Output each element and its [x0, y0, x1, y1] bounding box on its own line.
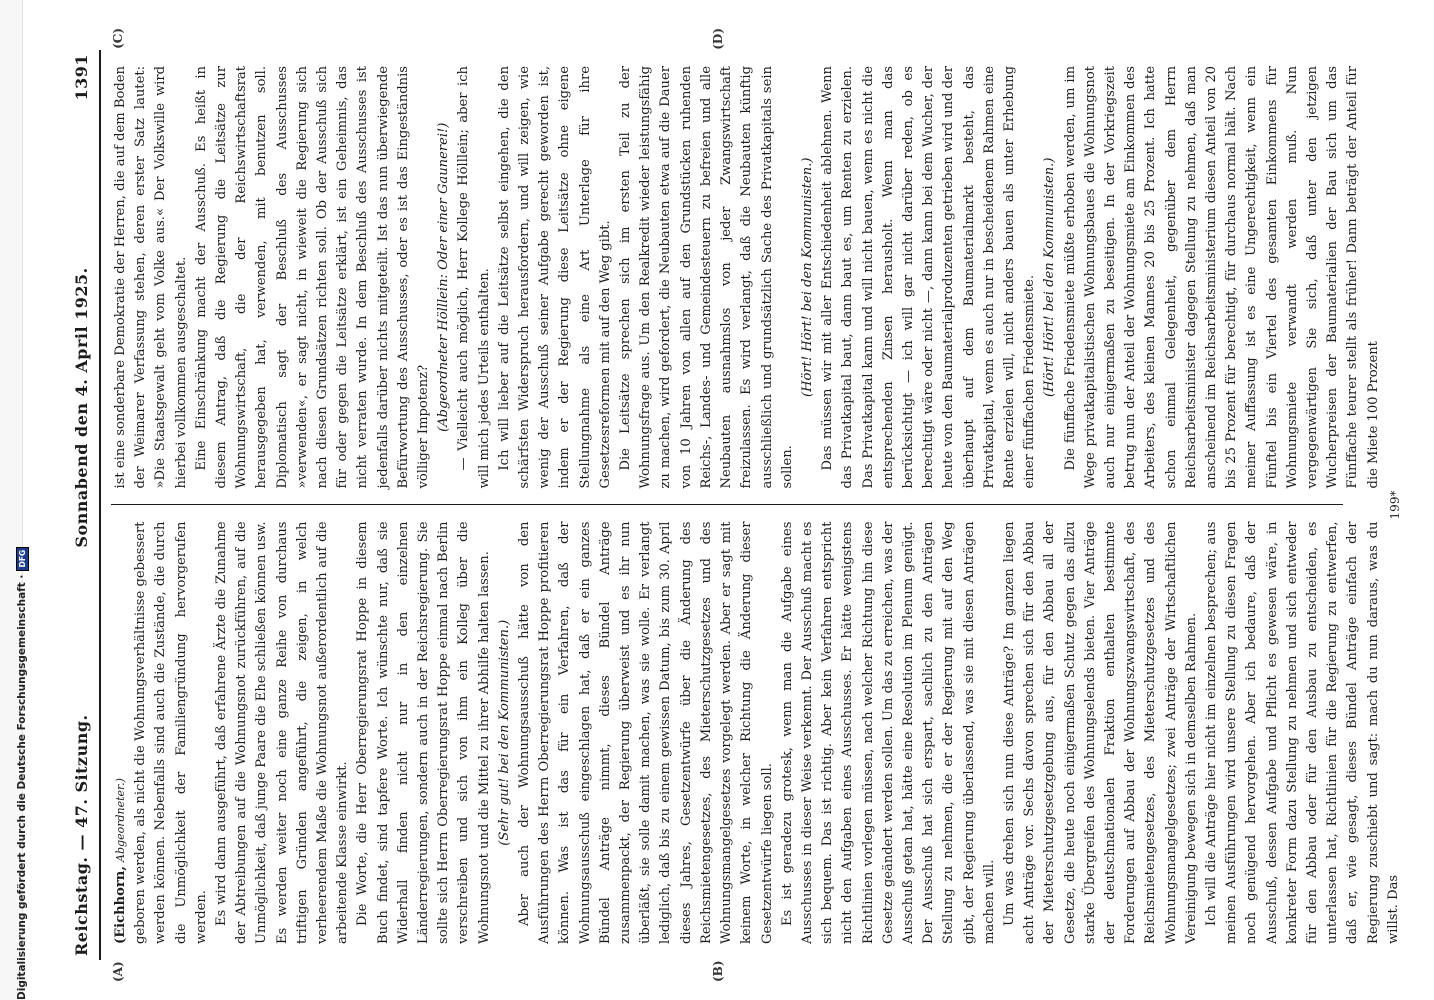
column-divider	[111, 505, 1343, 506]
margin-letter-d: (D)	[711, 28, 725, 50]
sidebar-strip	[0, 0, 28, 1000]
page-number: 1391	[72, 54, 91, 101]
rotated-page	[50, 20, 1410, 990]
running-head	[72, 50, 101, 960]
paragraph: Die fünffache Friedensmiete müßte erhoben werden, um im Wege privatkapitalistischen Wohnungsbaues die Wohnungsnot auch nur einigermaßen zu beseitigen. In der Vorkriegszeit betrug nun der Anteil der Wohnungsmiete am Einkommen des Arbeiters, des kleinen Mannes 20 bis 25 Prozent. Ich hatte schon einmal Gelegenheit, gegenüber dem Herrn Reichsarbeitsminister dagegen Stellung zu nehmen, daß man anscheinend im Reichsarbeitsministerium diesen Anteil von 20 bis 25 Prozent für berechtigt, für durchaus normal hält. Nach meiner Auffassung ist es eine Ungerechtigkeit, wenn ein Fünftel bis ein Viertel des gesamten Einkommens für Wohnungsmiete verwandt werden muß. Nun vergegenwärtigen Sie sich, daß unter den jetzigen Wucherpreisen der Baumaterialien der Bau sich um das Fünffache teurer stellt als früher! Dann beträgt der Anteil für die Miete 100 Prozent	[1062, 66, 1381, 489]
paragraph: — Vielleicht auch möglich, Herr Kollege Hölllein; aber ich will mich jedes Urteils enthalten.	[456, 66, 492, 489]
paragraph: Eine Einschränkung macht der Ausschuß. Es heißt in diesem Antrag, daß die Regierung die Leitsätze zur Wohnungswirtschaft, die der Reichswirtschaftsrat herausgegeben hat, verwenden, mit benutzen soll. Diplomatisch sagt der Beschluß des Ausschusses »verwenden«, er sagt nicht, in wieweit die Regierung sich nach diesen Grundsätzen richten soll. Ob der Ausschuß sich für oder gegen die Leitsätze erklärt, ist ein Geheimnis, das nicht verraten wurde. In dem Beschluß des Ausschusses ist jedenfalls darüber nichts mitgeteilt. Ist das nun überwiegende Befürwortung des Ausschusses, oder es ist das Eingeständnis völliger Impotenz?	[193, 66, 432, 489]
folio-signature: 199*	[1388, 490, 1402, 520]
session-date: Sonnabend den 4. April 1925.	[72, 267, 91, 548]
interjection: (Hört! Hört! bei den Kommunisten.)	[799, 157, 815, 397]
margin-letter-c: (C)	[111, 28, 125, 49]
paragraph: Die Leitsätze sprechen sich im ersten Teil zu der Wohnungsfrage aus. Um den Realkredit wieder leistungsfähig zu machen, wird gefordert, die Neubauten etwa auf die Dauer von 10 Jahren von allen auf den Grundstücken ruhenden Reichs-, Landes- und Gemeindesteuern zu befreien und alle Neubauten ausnahmslos von jeder Zwangswirtschaft freizulassen. Es wird verlangt, daß die Neubauten künftig ausschließlich und grundsätzlich Sache des Privatkapitals sein sollen.	[618, 66, 795, 489]
paragraph: Die Worte, die Herr Oberregierungsrat Hoppe in diesem Buch findet, sind tapfere Worte. Ich wünschte nur, daß sie Widerhall finden nicht nur in den einzelnen Länderregierungen, sondern auch in der Reichsregierung. Sie sollte sich Herrn Oberregierungsrat Hoppe einmal nach Berlin verschreiben und sich von ihm ein Kolleg über die Wohnungsnot und die Mittel zu ihrer Abhilfe halten lassen.	[355, 521, 492, 944]
paragraph: Ich will die Anträge hier nicht im einzelnen besprechen; aus meinen Ausführungen wird unsere Stellung zu diesen Fragen noch genügend hervorgehen. Aber ich bedaure, daß der Ausschuß, dessen Aufgabe und Pflicht es gewesen wäre, in konkreter Form dazu Stellung zu nehmen und sich entweder für den Abbau oder für den Ausbau zu entscheiden, es unterlassen hat, Richtlinien für die Regierung zu entwerfen, daß er, wie gesagt, dieses Bündel Anträge einfach der Regierung zuschiebt und sagt: mach du nun daraus, was du willst. Das	[1203, 521, 1401, 944]
dfg-note-text: Digitalisierung gefördert durch die Deutsche Forschungsgemeinschaft ·	[16, 574, 28, 1000]
paragraph: Ich will lieber auf die Leitsätze selbst eingehen, die den schärfsten Widerspruch herausfordern, und will zeigen, wie wenig der Ausschuß seiner Aufgabe gerecht geworden ist, indem er der Regierung diese Leitsätze ohne eigene Stellungnahme als eine Art Unterlage für ihre Gesetzesreformen mit auf den Weg gibt.	[496, 66, 613, 489]
right-column	[111, 50, 1381, 505]
document-page	[50, 20, 1410, 990]
speaker-name: (Eichhorn,	[113, 866, 128, 944]
dfg-funding-note	[11, 547, 33, 1000]
interjection: (Abgeordneter Hölllein: Oder einer Gaunerei!)	[436, 122, 452, 432]
dfg-logo-icon: DFG	[16, 547, 29, 571]
speaker-role: Abgeordneter.)	[114, 778, 127, 862]
paragraph: ist eine sonderbare Demokratie der Herren, die auf dem Boden der Weimarer Verfassung stehen, deren erster Satz lautet: »Die Staatsgewalt geht vom Volke aus.« Der Volkswille wird hierbei vollkommen ausgeschaltet.	[113, 66, 189, 489]
margin-letter-a: (A)	[111, 961, 125, 982]
paragraph: geboren werden, als nicht die Wohnungsverhältnisse gebessert werden können. Nebenfalls sind auch die Zustände, die durch die Unmöglichkeit der Familiengründung hervorgerufen werden.	[133, 521, 209, 944]
margin-letter-b: (B)	[711, 960, 725, 982]
paragraph: Es wird dann ausgeführt, daß erfahrene Ärzte die Zunahme der Abtreibungen auf die Wohnungsnot zurückführen, auf die Unmöglichkeit, daß junge Paare die Ehe schließen können usw. Es werden weiter noch eine ganze Reihe von durchaus triftigen Gründen angeführt, die zeigen, in welch verheerendem Maße die Wohnungsnot außerordentlich auf die arbeitende Klasse einwirkt.	[214, 521, 351, 944]
paragraph: Es ist geradezu grotesk, wenn man die Aufgabe eines Ausschusses in dieser Weise verkennt. Der Ausschuß macht es sich bequem. Das ist richtig. Aber kein Verfahren entspricht nicht den Aufgaben eines Ausschusses. Er hätte wenigstens Richtlinien vorlegen müssen, nach welcher Richtung hin diese Gesetze geändert werden sollen. Um das zu erreichen, was der Ausschuß getan hat, hätte eine Resolution im Plenum genügt. Der Ausschuß hat sich erspart, sachlich zu den Anträgen Stellung zu nehmen, die er der Regierung mit auf den Weg gibt, der Regierung überlassend, was sie mit diesen Anträgen machen will.	[779, 521, 997, 944]
interjection: (Hört! Hört! bei den Kommunisten.)	[1042, 157, 1058, 397]
session-title: Reichstag. — 47. Sitzung.	[72, 714, 91, 956]
left-column	[111, 506, 1401, 961]
paragraph: Um was drehen sich nun diese Anträge? Im ganzen liegen acht Anträge vor. Sechs davon sprechen sich für den Abbau der Mieterschutzgesetzgebung aus, für den Abbau all der Gesetze, die heute noch einigermaßen Schutz gegen das allzu starke Übergreifen des Wohnungselends bieten. Vier Anträge der deutschnationalen Fraktion enthalten bestimmte Forderungen auf Abbau der Wohnungszwangswirtschaft, des Reichsmietengesetzes, des Mieterschutzgesetzes und des Wohnungsmangelgesetzes; zwei Anträge der Wirtschaftlichen Vereinigung bewegen sich in demselben Rahmen.	[1001, 521, 1199, 944]
speaker-line	[111, 522, 131, 945]
interjection: (Sehr gut! bei den Kommunisten.)	[496, 619, 512, 846]
paragraph: Das müssen wir mit aller Entschiedenheit ablehnen. Wenn das Privatkapital baut, dann baut es, um Renten zu erzielen. Das Privatkapital kann und will nicht bauen, wenn es nicht die entsprechenden Zinsen herausholt. Wenn man das berücksichtigt — ich will gar nicht darüber reden, ob es berechtigt wäre oder nicht —, dann kann bei dem Wucher, der heute von den Baumaterialproduzenten getrieben wird und der überhaupt auf dem Baumaterialmarkt besteht, das Privatkapital, wenn es auch nur in bescheidenem Rahmen eine Rente erzielen will, nicht anders bauen als unter Erhebung einer fünffachen Friedensmiete.	[820, 66, 1038, 489]
paragraph: Aber auch der Wohnungsausschuß hätte von den Ausführungen des Herrn Oberregierungsrat Hoppe profitieren können. Was ist das für ein Verfahren, daß der Wohnungsausschuß eingeschlagen hat, daß er ein ganzes Bündel Anträge nimmt, dieses Bündel Anträge zusammenpackt, der Regierung überweist und es ihr nun überläßt, sie solle damit machen, was sie wolle. Er verlangt lediglich, daß bis zu einem gewissen Datum, bis zum 30. April dieses Jahres, Gesetzentwürfe über die Änderung des Reichsmietengesetzes, des Mieterschutzgesetzes und des Wohnungsmangelgesetzes vorgelegt werden. Aber er sagt mit keinem Worte, in welcher Richtung die Änderung dieser Gesetzentwürfe liegen soll.	[517, 521, 775, 944]
